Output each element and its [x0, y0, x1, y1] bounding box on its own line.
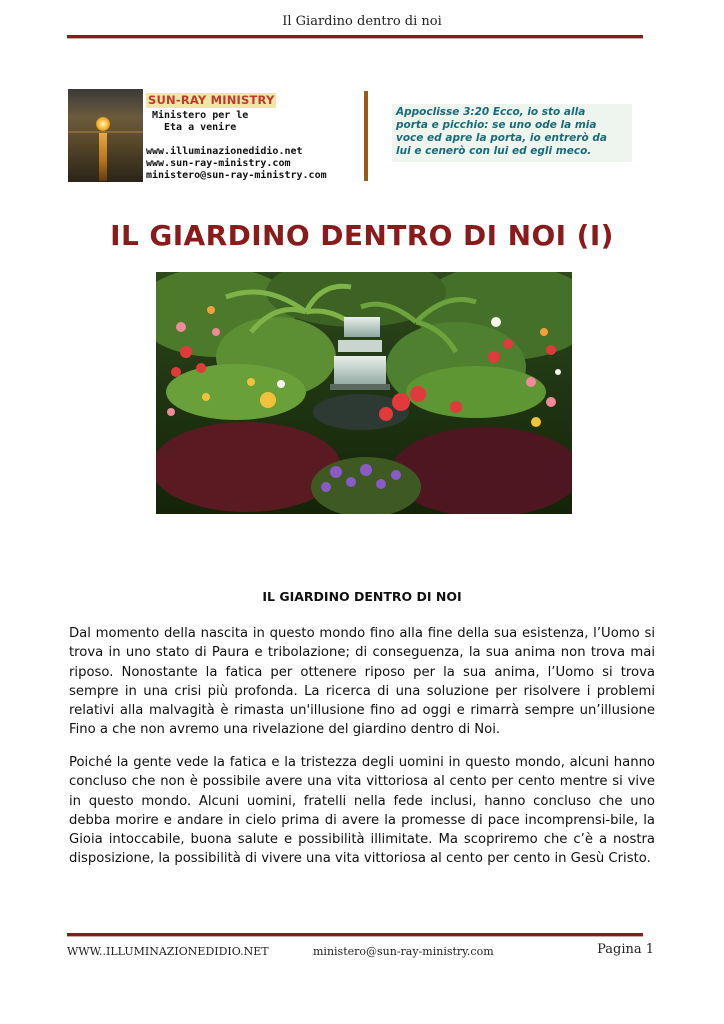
bible-verse-box — [392, 104, 632, 162]
verse-line: lui e cenerò con lui ed egli meco. — [396, 145, 592, 157]
contact-website-2: www.sun-ray-ministry.com — [146, 158, 291, 169]
garden-waterfall-image — [156, 272, 572, 514]
verse-line: Appoclisse 3:20 Ecco, io sto alla — [396, 106, 586, 118]
ministry-brand-name: SUN-RAY MINISTRY — [148, 93, 275, 107]
contact-website-1: www.illuminazionedidio.net — [146, 146, 303, 157]
body-paragraph-2: Poiché la gente vede la fatica e la tristezza degli uomini in questo mondo, alcuni hanno concluso che non è possibile avere una vita vittoriosa al cento per cento mentre si vive in questo mondo. Alcuni uomini, fratelli nella fede inclusi, hanno concluso che uno debba morire e andare in cielo prima di avere la promesse di pace incomprensi-bile, la Gioia intoccabile, buona salute e possibilità illimitate. Ma scopriremo che c’è a nostra disposizione, la possibilità di vivere una vita vittoriosa al cento per cento in Gesù Cristo. — [69, 755, 655, 867]
letterhead-divider — [364, 91, 368, 181]
header-rule — [67, 35, 643, 39]
footer-page-number: Pagina 1 — [597, 942, 654, 957]
verse-line: porta e picchio: se uno ode la mia — [396, 119, 597, 131]
page-title: IL GIARDINO DENTRO DI NOI (I) — [110, 219, 614, 252]
ministry-subtitle-line1: Ministero per le — [152, 110, 249, 121]
ministry-subtitle-line2: Eta a venire — [164, 122, 237, 133]
footer-website: WWW..ILLUMINAZIONEDIDIO.NET — [67, 945, 269, 958]
sunset-logo-image — [68, 89, 143, 182]
footer-email: ministero@sun-ray-ministry.com — [313, 945, 494, 958]
body-paragraph-1: Dal momento della nascita in questo mondo fino alla fine della sua esistenza, l’Uomo si trova in uno stato di Paura e tribolazione; di conseguenza, la sua anima non trova mai riposo. Nonostante la fatica per ottenere riposo per la sua anima, l’Uomo si trova sempre in una crisi più profonda. La ricerca di una soluzione per risolvere i problemi relativi alla malvagità è rimasta un'illusione fino ad oggi e rimarrà sempre un’illusione Fino a che non avremo una rivelazione del giardino dentro di Noi. — [69, 626, 655, 738]
footer-rule — [67, 933, 643, 937]
verse-line: voce ed apre la porta, io entrerò da — [396, 132, 607, 144]
running-header-title: Il Giardino dentro di noi — [282, 14, 442, 29]
contact-email: ministero@sun-ray-ministry.com — [146, 170, 327, 181]
section-heading: IL GIARDINO DENTRO DI NOI — [262, 589, 462, 604]
